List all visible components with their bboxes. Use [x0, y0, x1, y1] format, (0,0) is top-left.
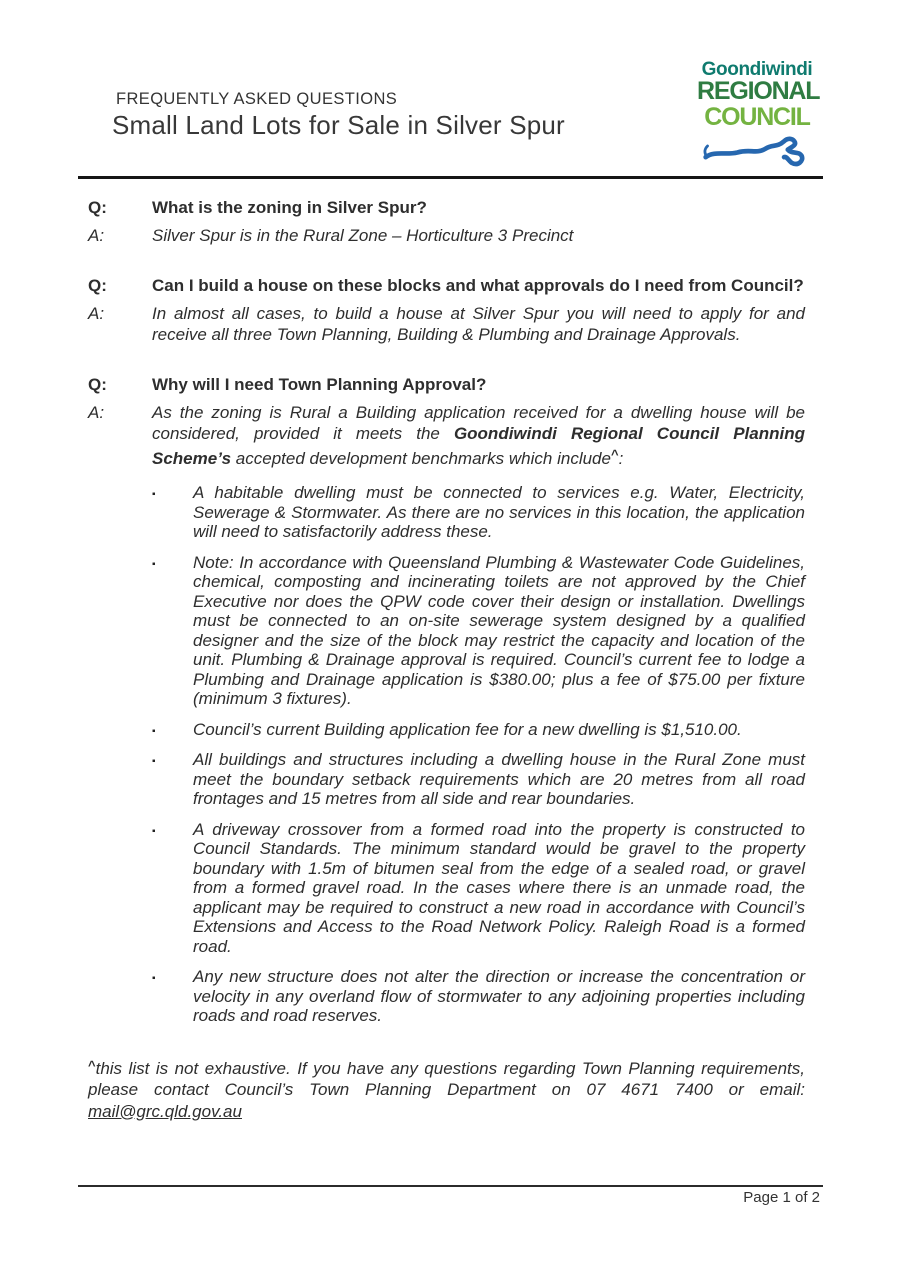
- question-text: Can I build a house on these blocks and what approvals do I need from Council?: [152, 276, 804, 295]
- bullet-square-icon: ▪: [152, 489, 156, 500]
- bullet-text: Note: In accordance with Queensland Plumbing & Wastewater Code Guidelines, chemical, composting and incinerating toilets are not approved by the Chief Executive nor does the QPW code cover their design or installation. Dwellings must be connected to an on-site sewerage system designed by a qualified designer and the size of the block may restrict the capacity and location of the unit. Plumbing & Drainage approval is required. Council’s current fee to lodge a Plumbing and Drainage application is $380.00; plus a fee of $75.00 per fixture (minimum 3 fixtures).: [193, 552, 805, 708]
- question-row: [88, 374, 805, 395]
- answer-text: [152, 402, 805, 469]
- bullet-text: A habitable dwelling must be connected to services e.g. Water, Electricity, Sewerage & Stormwater. As there are no services in this location, the application will need to satisfactorily address these.: [193, 483, 805, 541]
- question-text: Why will I need Town Planning Approval?: [152, 375, 487, 394]
- list-item: [88, 720, 805, 740]
- list-item: [88, 820, 805, 957]
- footnote-text: this list is not exhaustive. If you have any questions regarding Town Planning requirements, please contact Council’s Town Planning Department on 07 4671 7400 or email:: [88, 1058, 805, 1099]
- bullet-text: Council’s current Building application fee for a new dwelling is $1,510.00.: [193, 719, 742, 739]
- answer-row: [88, 225, 805, 246]
- faq-item: [88, 197, 805, 246]
- answer-bold-phrase: Goondiwindi Regional Council Planning Scheme’s: [152, 424, 805, 468]
- footnote-reference-mark: ^: [610, 447, 619, 462]
- answer-row: [88, 303, 805, 345]
- question-prefix: Q:: [88, 276, 107, 295]
- question-prefix: Q:: [88, 375, 107, 394]
- answer-prefix: A:: [88, 226, 105, 245]
- header-divider: [78, 176, 823, 179]
- logo-word-2: REGIONAL: [697, 77, 820, 106]
- bullet-square-icon: ▪: [152, 825, 156, 837]
- list-item: [88, 483, 805, 542]
- question-row: [88, 275, 805, 296]
- answer-tail: accepted development benchmarks which include: [231, 449, 611, 468]
- page-title: Small Land Lots for Sale in Silver Spur: [112, 110, 565, 140]
- bullet-text: A driveway crossover from a formed road into the property is constructed to Council Standards. The minimum standard would be gravel to the property boundary with 1.5m of bitumen seal from the edge of a sealed road, or gravel from a formed gravel road. In the cases where there is an unmade road, the applicant may be required to construct a new road in accordance with Council’s Extensions and Access to the Road Network Policy. Raleigh Road is a formed road.: [193, 819, 805, 956]
- footer-divider: [78, 1185, 823, 1187]
- faq-item: [88, 374, 805, 1026]
- river-icon: [701, 131, 813, 173]
- question-text: What is the zoning in Silver Spur?: [152, 198, 427, 217]
- answer-text: In almost all cases, to build a house at Silver Spur you will need to apply for and receive all three Town Planning, Building & Plumbing and Drainage Approvals.: [152, 304, 805, 344]
- answer-prefix: A:: [88, 304, 105, 323]
- question-row: [88, 197, 805, 218]
- page-number: Page 1 of 2: [743, 1189, 820, 1206]
- email-link[interactable]: mail@grc.qld.gov.au: [88, 1101, 242, 1121]
- answer-prefix: A:: [88, 403, 105, 422]
- list-item: [88, 750, 805, 809]
- answer-text: Silver Spur is in the Rural Zone – Horticulture 3 Precinct: [152, 226, 574, 245]
- answer-row: [88, 402, 805, 469]
- bullet-square-icon: ▪: [152, 973, 156, 984]
- logo-word-1: Goondiwindi: [701, 59, 813, 80]
- bullet-square-icon: ▪: [152, 725, 156, 737]
- footnote-mark: ^: [88, 1057, 96, 1073]
- council-logo: [697, 59, 820, 173]
- faq-body: [88, 197, 805, 1122]
- faq-eyebrow: FREQUENTLY ASKED QUESTIONS: [116, 90, 398, 108]
- list-item: [88, 553, 805, 709]
- bullet-square-icon: ▪: [152, 756, 156, 767]
- answer-lead: As the zoning is Rural a Building application received for a dwelling house will be considered, provided it meets the: [152, 403, 805, 443]
- bullet-text: Any new structure does not alter the direction or increase the concentration or velocity in any overland flow of stormwater to any adjoining properties including roads and road reserves.: [193, 967, 805, 1025]
- faq-item: [88, 275, 805, 345]
- footnote: [88, 1055, 805, 1123]
- question-prefix: Q:: [88, 198, 107, 217]
- benchmark-bullet-list: [88, 483, 805, 1026]
- logo-word-3: COUNCIL: [704, 102, 810, 131]
- bullet-text: All buildings and structures including a dwelling house in the Rural Zone must meet the boundary setback requirements which are 20 metres from all road frontages and 15 metres from all side and rear boundaries.: [193, 750, 805, 808]
- bullet-square-icon: ▪: [152, 558, 156, 570]
- list-item: [88, 967, 805, 1026]
- answer-colon: :: [618, 449, 624, 468]
